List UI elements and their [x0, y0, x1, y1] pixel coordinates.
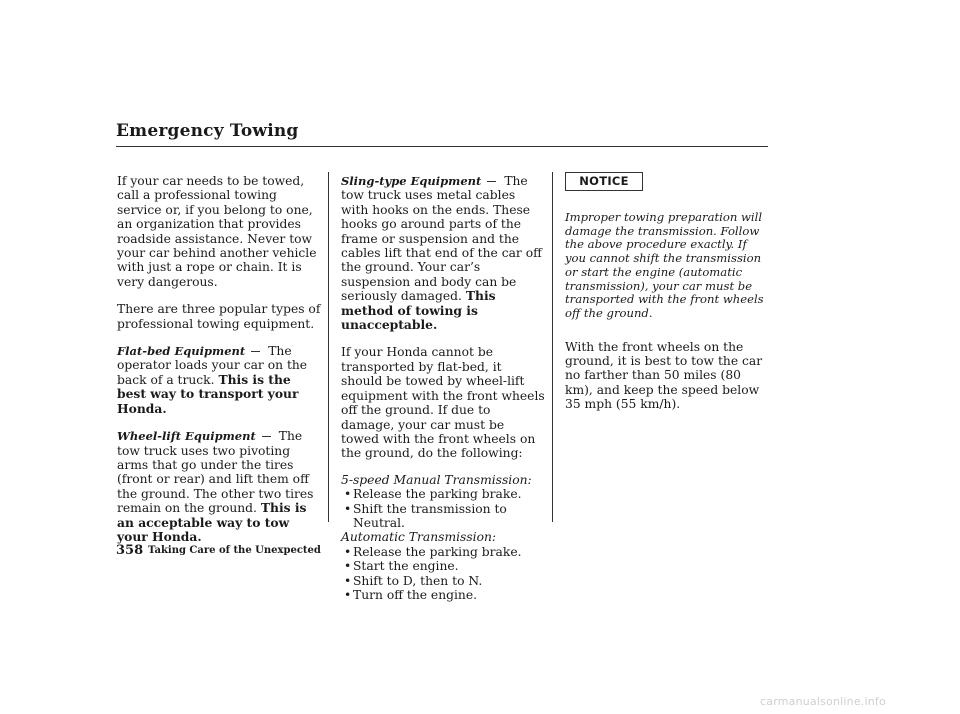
em-dash	[262, 436, 271, 437]
em-dash	[487, 181, 496, 182]
column-divider-left	[328, 172, 329, 522]
sling-section	[341, 174, 546, 332]
equipment-types-paragraph: There are three popular types of professional towing equipment.	[117, 302, 321, 331]
manual-transmission-label: 5-speed Manual Transmission:	[341, 472, 532, 487]
column-middle	[341, 174, 546, 602]
list-item: • Shift the transmission to Neutral.	[344, 502, 546, 531]
list-item: • Release the parking brake.	[344, 545, 546, 559]
list-item: • Release the parking brake.	[344, 487, 546, 501]
flatbed-verdict: This is the best way to transport your Honda.	[117, 371, 299, 416]
manual-steps-list	[341, 487, 546, 530]
column-right	[565, 172, 770, 425]
wheellift-section	[117, 429, 322, 544]
towing-limit-paragraph: With the front wheels on the ground, it is best to tow the car no farther than 50 miles (80 km), and keep the speed below 35 mph (55 km/h).	[565, 339, 763, 412]
title-divider	[116, 146, 768, 147]
column-divider-right	[552, 172, 553, 522]
sling-verdict: This method of towing is unacceptable.	[341, 288, 496, 333]
page-title: Emergency Towing	[116, 121, 299, 141]
sling-heading: Sling-type Equipment	[341, 174, 482, 188]
flatbed-heading: Flat-bed Equipment	[117, 344, 246, 359]
list-item: • Start the engine.	[344, 559, 546, 573]
automatic-transmission-label: Automatic Transmission:	[341, 530, 497, 545]
column-left	[117, 174, 322, 557]
notice-label: NOTICE	[579, 174, 629, 188]
list-item: • Shift to D, then to N.	[344, 574, 546, 588]
automatic-steps-list	[341, 545, 546, 603]
flatbed-section	[117, 344, 322, 416]
sling-body: The tow truck uses metal cables with hooks on the ends. These hooks go around parts of the frame or suspension and the cables lift that end of the car off the ground. Your car’s suspension and body can be seriously damaged.	[341, 174, 542, 304]
page-number: 358	[116, 543, 144, 558]
wheellift-body: The tow truck uses two pivoting arms that go under the tires (front or rear) and lift them off the ground. The other two tires remain on the ground.	[117, 429, 314, 516]
list-item: • Turn off the engine.	[344, 588, 546, 602]
em-dash	[251, 351, 260, 352]
notice-badge	[565, 172, 643, 191]
notice-text: Improper towing preparation will damage the transmission. Follow the above procedure exactly. If you cannot shift the transmission or start the engine (automatic transmission), your car must be transported with the front wheels off the ground.	[565, 210, 764, 320]
watermark: carmanualsonline.info	[760, 695, 886, 708]
wheellift-verdict: This is an acceptable way to tow your Honda.	[117, 500, 307, 544]
wheellift-heading: Wheel-lift Equipment	[117, 429, 256, 444]
footer-section-label: Taking Care of the Unexpected	[148, 545, 321, 556]
front-wheels-paragraph: If your Honda cannot be transported by flat-bed, it should be towed by wheel-lift equipment with the front wheels off the ground. If due to damage, your car must be towed with the front wheels on the ground, do the following:	[341, 345, 545, 461]
flatbed-body: The operator loads your car on the back of a truck.	[117, 344, 308, 387]
intro-paragraph: If your car needs to be towed, call a professional towing service or, if you belong to one, an organization that provides roadside assistance. Never tow your car behind another vehicle with just a rope or chain. It is very dangerous.	[117, 174, 317, 289]
